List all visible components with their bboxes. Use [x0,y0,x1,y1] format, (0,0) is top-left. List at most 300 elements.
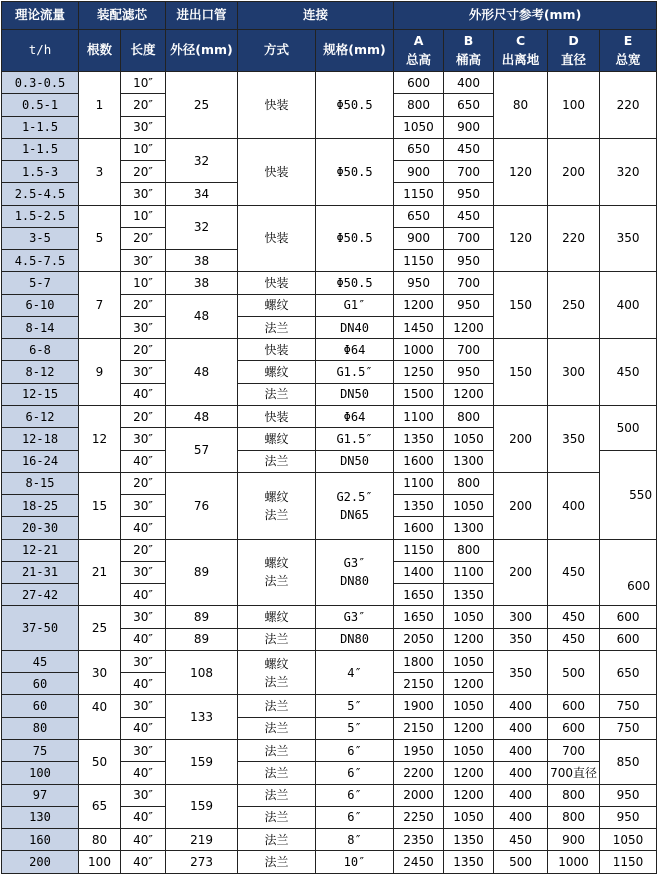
header-a [394,30,444,72]
flow-cell: 27-42 [2,584,79,606]
count-cell: 30 [79,650,121,695]
c-cell: 150 [494,339,548,406]
b-cell: 1050 [444,606,494,628]
flow-cell: 8-15 [2,472,79,494]
method-cell: 法兰 [238,695,316,717]
method-cell [238,472,316,539]
spec-cell: G1.5″ [316,428,394,450]
spec-cell: Φ50.5 [316,72,394,139]
flow-cell: 60 [2,695,79,717]
b-cell: 1050 [444,739,494,761]
flow-cell: 130 [2,806,79,828]
e-cell: 320 [600,138,657,205]
spec-thread: G2.5″ [336,489,373,504]
d-label: 直径 [572,765,597,780]
b-cell: 800 [444,472,494,494]
b-cell: 1200 [444,762,494,784]
method-cell: 螺纹 [238,294,316,316]
c-cell: 120 [494,138,548,205]
b-cell: 450 [444,205,494,227]
c-cell: 300 [494,606,548,628]
length-cell: 20″ [121,227,166,249]
header-count: 根数 [79,30,121,72]
header-flow: 理论流量 [2,2,79,30]
flow-cell: 12-21 [2,539,79,561]
header-row-1 [2,2,657,30]
length-cell: 20″ [121,472,166,494]
a-cell: 1150 [394,539,444,561]
count-cell: 3 [79,138,121,205]
c-cell: 400 [494,739,548,761]
spec-table [1,1,657,874]
a-cell: 2250 [394,806,444,828]
e-cell: 350 [600,205,657,272]
b-cell: 700 [444,227,494,249]
a-cell: 2150 [394,717,444,739]
header-port: 进出口管 [166,2,238,30]
length-cell: 30″ [121,784,166,806]
e-cell: 950 [600,806,657,828]
length-cell: 40″ [121,829,166,851]
method-cell: 快装 [238,339,316,361]
method-thread: 螺纹 [264,556,289,571]
length-cell: 40″ [121,673,166,695]
header-a-label: 总高 [406,51,432,67]
length-cell: 20″ [121,405,166,427]
flow-cell: 0.3-0.5 [2,72,79,94]
method-thread: 螺纹 [264,489,289,504]
c-cell: 400 [494,762,548,784]
e-cell: 1150 [600,851,657,874]
method-cell [238,539,316,606]
flow-cell: 6-12 [2,405,79,427]
e-cell: 550 [600,450,657,539]
b-cell: 950 [444,294,494,316]
spec-cell [316,472,394,539]
spec-cell: 5″ [316,695,394,717]
length-cell: 30″ [121,250,166,272]
length-cell: 20″ [121,539,166,561]
header-b-letter: B [463,32,474,48]
c-cell: 350 [494,650,548,695]
length-cell: 30″ [121,428,166,450]
count-cell: 100 [79,851,121,874]
a-cell: 1450 [394,316,444,338]
header-b-label: 桶高 [456,51,482,67]
flow-cell: 100 [2,762,79,784]
od-cell: 25 [166,72,238,139]
b-cell: 950 [444,183,494,205]
table-row [2,851,657,874]
b-cell: 1350 [444,584,494,606]
flow-cell: 3-5 [2,227,79,249]
b-cell: 1200 [444,784,494,806]
d-cell [548,762,600,784]
od-cell: 48 [166,294,238,339]
method-cell: 螺纹 [238,361,316,383]
header-e-label: 总宽 [615,51,641,67]
flow-cell: 1-1.5 [2,116,79,138]
od-cell: 89 [166,606,238,628]
flow-cell: 6-8 [2,339,79,361]
b-cell: 950 [444,250,494,272]
c-cell: 200 [494,405,548,472]
a-cell: 2000 [394,784,444,806]
spec-cell: 6″ [316,806,394,828]
method-cell: 快装 [238,272,316,294]
length-cell: 30″ [121,116,166,138]
method-cell: 法兰 [238,316,316,338]
d-cell: 350 [548,405,600,472]
length-cell: 40″ [121,762,166,784]
a-cell: 1350 [394,428,444,450]
length-cell: 40″ [121,584,166,606]
b-cell: 700 [444,272,494,294]
b-cell: 1350 [444,851,494,874]
method-cell: 法兰 [238,739,316,761]
method-cell: 快装 [238,72,316,139]
a-cell: 1100 [394,405,444,427]
spec-cell: 4″ [316,650,394,695]
a-cell: 1950 [394,739,444,761]
flow-cell: 97 [2,784,79,806]
flow-cell: 1.5-3 [2,161,79,183]
a-cell: 900 [394,161,444,183]
c-cell: 200 [494,472,548,539]
flow-cell: 8-14 [2,316,79,338]
e-cell: 750 [600,695,657,717]
length-cell: 10″ [121,72,166,94]
b-cell: 1200 [444,383,494,405]
table-row [2,784,657,806]
a-cell: 1200 [394,294,444,316]
d-cell: 450 [548,539,600,606]
flow-cell: 18-25 [2,495,79,517]
length-cell: 20″ [121,94,166,116]
flow-cell: 2.5-4.5 [2,183,79,205]
table-row [2,272,657,294]
method-cell: 法兰 [238,383,316,405]
flow-cell: 1-1.5 [2,138,79,160]
d-cell: 500 [548,650,600,695]
length-cell: 40″ [121,383,166,405]
od-cell: 57 [166,428,238,473]
a-cell: 800 [394,94,444,116]
method-cell: 螺纹 [238,428,316,450]
e-cell: 400 [600,272,657,339]
flow-cell: 1.5-2.5 [2,205,79,227]
method-flange: 法兰 [264,674,289,689]
d-cell: 450 [548,628,600,650]
b-cell: 1200 [444,628,494,650]
spec-cell: DN50 [316,450,394,472]
c-cell: 400 [494,695,548,717]
count-cell: 25 [79,606,121,651]
length-cell: 30″ [121,606,166,628]
e-cell: 950 [600,784,657,806]
flow-cell: 12-15 [2,383,79,405]
d-cell: 250 [548,272,600,339]
a-cell: 1500 [394,383,444,405]
od-cell: 32 [166,205,238,250]
od-cell: 32 [166,138,238,183]
a-cell: 2050 [394,628,444,650]
header-connect: 连接 [238,2,394,30]
table-row [2,72,657,94]
method-cell: 快装 [238,405,316,427]
header-b [444,30,494,72]
spec-cell: Φ50.5 [316,138,394,205]
flow-cell: 37-50 [2,606,79,651]
flow-cell: 45 [2,650,79,672]
spec-cell: 6″ [316,739,394,761]
length-cell: 30″ [121,739,166,761]
d-cell: 100 [548,72,600,139]
spec-cell: 6″ [316,762,394,784]
d-value: 700 [550,765,573,780]
od-cell: 108 [166,650,238,695]
b-cell: 900 [444,116,494,138]
method-thread: 螺纹 [264,656,289,671]
length-cell: 40″ [121,628,166,650]
flow-cell: 5-7 [2,272,79,294]
a-cell: 600 [394,72,444,94]
method-cell [238,650,316,695]
c-cell: 200 [494,539,548,606]
spec-cell: G3″ [316,606,394,628]
method-cell: 法兰 [238,806,316,828]
header-c [494,30,548,72]
c-cell: 500 [494,851,548,874]
od-cell: 133 [166,695,238,740]
table-row [2,650,657,672]
b-cell: 700 [444,339,494,361]
flow-cell: 0.5-1 [2,94,79,116]
header-e [600,30,657,72]
method-cell: 法兰 [238,628,316,650]
b-cell: 800 [444,405,494,427]
length-cell: 20″ [121,294,166,316]
flow-cell: 160 [2,829,79,851]
b-cell: 1200 [444,316,494,338]
table-row [2,138,657,160]
spec-cell: DN80 [316,628,394,650]
od-cell: 48 [166,339,238,406]
spec-thread: G3″ [343,556,366,571]
a-cell: 1900 [394,695,444,717]
length-cell: 40″ [121,717,166,739]
d-cell: 450 [548,606,600,628]
e-cell: 1050 [600,829,657,851]
length-cell: 40″ [121,806,166,828]
spec-cell: 8″ [316,829,394,851]
length-cell: 20″ [121,339,166,361]
od-cell: 34 [166,183,238,205]
od-cell: 89 [166,539,238,606]
table-row [2,606,657,628]
header-dims: 外形尺寸参考(mm) [394,2,657,30]
flow-cell: 60 [2,673,79,695]
d-cell: 400 [548,472,600,539]
method-cell: 法兰 [238,450,316,472]
c-cell: 400 [494,717,548,739]
length-cell: 40″ [121,517,166,539]
a-cell: 2200 [394,762,444,784]
method-cell: 法兰 [238,829,316,851]
length-cell: 30″ [121,183,166,205]
method-cell: 法兰 [238,762,316,784]
spec-cell: Φ50.5 [316,272,394,294]
a-cell: 1050 [394,116,444,138]
od-cell: 159 [166,739,238,784]
length-cell: 30″ [121,316,166,338]
spec-cell: G1″ [316,294,394,316]
a-cell: 1000 [394,339,444,361]
header-e-letter: E [623,32,633,48]
spec-cell: Φ64 [316,339,394,361]
a-cell: 2350 [394,829,444,851]
e-cell: 600 [600,628,657,650]
header-c-label: 出离地 [501,51,540,67]
c-cell: 400 [494,784,548,806]
a-cell: 950 [394,272,444,294]
spec-cell: Φ50.5 [316,205,394,272]
length-cell: 30″ [121,650,166,672]
spec-cell: DN50 [316,383,394,405]
b-cell: 1200 [444,673,494,695]
a-cell: 1400 [394,561,444,583]
header-d [548,30,600,72]
a-cell: 1800 [394,650,444,672]
count-cell: 5 [79,205,121,272]
b-cell: 700 [444,161,494,183]
count-cell: 15 [79,472,121,539]
count-cell: 80 [79,829,121,851]
e-cell: 650 [600,650,657,695]
header-length: 长度 [121,30,166,72]
e-cell: 600 [600,539,657,606]
b-cell: 1350 [444,829,494,851]
od-cell: 48 [166,405,238,427]
e-cell: 500 [600,405,657,450]
flow-cell: 20-30 [2,517,79,539]
c-cell: 150 [494,272,548,339]
b-cell: 1200 [444,717,494,739]
header-flow-unit: t/h [2,30,79,72]
spec-cell: 10″ [316,851,394,874]
a-cell: 650 [394,138,444,160]
header-filter: 装配滤芯 [79,2,166,30]
od-cell: 273 [166,851,238,874]
e-cell: 750 [600,717,657,739]
length-cell: 10″ [121,205,166,227]
method-flange: 法兰 [264,574,289,589]
header-d-label: 直径 [561,51,587,67]
d-cell: 600 [548,717,600,739]
b-cell: 1050 [444,650,494,672]
od-cell: 38 [166,250,238,272]
od-cell: 219 [166,829,238,851]
a-cell: 1150 [394,183,444,205]
flow-cell: 16-24 [2,450,79,472]
table-row [2,339,657,361]
count-cell: 12 [79,405,121,472]
table-row [2,472,657,494]
header-method: 方式 [238,30,316,72]
a-cell: 1600 [394,450,444,472]
b-cell: 1050 [444,495,494,517]
e-cell: 450 [600,339,657,406]
header-spec: 规格(mm) [316,30,394,72]
method-cell: 螺纹 [238,606,316,628]
table-row [2,205,657,227]
c-cell: 350 [494,628,548,650]
length-cell: 20″ [121,161,166,183]
spec-flange: DN80 [340,574,369,589]
header-d-letter: D [568,32,579,48]
b-cell: 1050 [444,806,494,828]
flow-cell: 75 [2,739,79,761]
a-cell: 1650 [394,606,444,628]
e-cell: 220 [600,72,657,139]
a-cell: 1350 [394,495,444,517]
b-cell: 800 [444,539,494,561]
table-row [2,539,657,561]
a-cell: 1150 [394,250,444,272]
method-cell: 法兰 [238,717,316,739]
flow-cell: 4.5-7.5 [2,250,79,272]
b-cell: 1300 [444,517,494,539]
method-cell: 法兰 [238,784,316,806]
length-cell: 10″ [121,138,166,160]
length-cell: 40″ [121,851,166,874]
a-cell: 900 [394,227,444,249]
e-cell: 850 [600,739,657,784]
b-cell: 650 [444,94,494,116]
d-cell: 800 [548,806,600,828]
length-cell: 30″ [121,495,166,517]
od-cell: 89 [166,628,238,650]
table-row [2,405,657,427]
d-cell: 220 [548,205,600,272]
a-cell: 1650 [394,584,444,606]
header-a-letter: A [413,32,424,48]
d-cell: 1000 [548,851,600,874]
b-cell: 1100 [444,561,494,583]
spec-cell: DN40 [316,316,394,338]
flow-cell: 80 [2,717,79,739]
method-cell: 法兰 [238,851,316,874]
b-cell: 1050 [444,695,494,717]
table-row [2,829,657,851]
flow-cell: 12-18 [2,428,79,450]
e-cell: 600 [600,606,657,628]
a-cell: 2450 [394,851,444,874]
d-cell: 900 [548,829,600,851]
d-cell: 600 [548,695,600,717]
d-cell: 700 [548,739,600,761]
c-cell: 400 [494,806,548,828]
d-cell: 200 [548,138,600,205]
table-row [2,695,657,717]
a-cell: 1600 [394,517,444,539]
spec-cell: 6″ [316,784,394,806]
spec-cell [316,539,394,606]
count-cell: 40 [79,695,121,740]
c-cell: 120 [494,205,548,272]
header-row-2 [2,30,657,72]
od-cell: 38 [166,272,238,294]
